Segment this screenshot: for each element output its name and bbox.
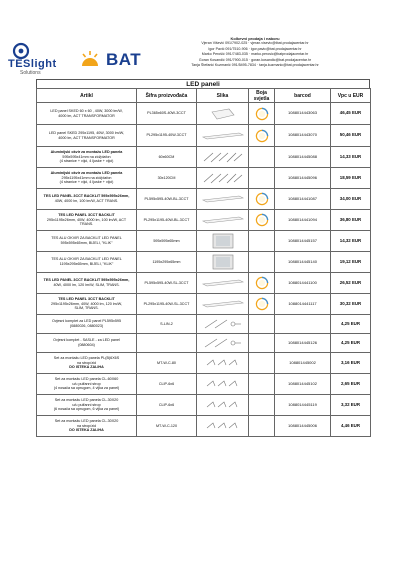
article-cell bbox=[37, 315, 137, 334]
product-frame-icon bbox=[198, 150, 247, 164]
header-vpc: Vpc u EUR bbox=[331, 89, 371, 103]
sku-cell: CLIP-6x6 bbox=[137, 374, 197, 395]
article-cell bbox=[37, 374, 137, 395]
price-cell: 4,46 EUR bbox=[331, 416, 371, 437]
article-line: 4000 lm, ACT TRANSFORMATOR bbox=[58, 135, 115, 140]
product-panel-icon bbox=[198, 107, 247, 121]
article-line: Ovjesni komplet - SASLE - za LED panel bbox=[53, 338, 120, 343]
contact-line[interactable]: Igor Pavić 091/7510-906 · igor.pavic@bat.prodajacentar.hr bbox=[208, 46, 302, 51]
price-cell: 50,46 EUR bbox=[331, 125, 371, 147]
barcode-cell: 1088014445102 bbox=[275, 374, 331, 395]
sku-cell: PL295x1195-40W-3CCT bbox=[137, 125, 197, 147]
article-line: 295x1195x41mm na zid/plafon bbox=[61, 175, 112, 180]
sku-cell: MT-W-C-80 bbox=[137, 353, 197, 374]
article-line: TES LED PANEL 3CCT BACKLIT bbox=[58, 213, 115, 218]
header-artikl: Artikl bbox=[37, 89, 137, 103]
barcode-cell: 1088014445157 bbox=[275, 231, 331, 252]
image-cell bbox=[197, 147, 249, 168]
header-barcod: barcod bbox=[275, 89, 331, 103]
sku-cell: 1195x295x65mm bbox=[137, 252, 197, 273]
article-line: 295x1195x26mm, 40W, 4000 lm, 120 lm/W, bbox=[50, 301, 123, 306]
sku-cell: PL595x595-40W-SL-3CCT bbox=[137, 273, 197, 294]
contact-line[interactable]: Goran Kosandić 091/7900-015 · goran.kosandic@bat.prodajacentar.hr bbox=[198, 57, 312, 62]
sku-cell: PL595x595-40W-BL-3CCT bbox=[137, 189, 197, 210]
light-color-cell bbox=[249, 189, 275, 210]
cct-color-icon bbox=[250, 213, 273, 227]
header-boja: Boja svjetla bbox=[249, 89, 275, 103]
table-row bbox=[37, 168, 371, 189]
article-line: na strop/zid bbox=[76, 360, 97, 365]
sku-cell: PL365x60S-40W-3CCT bbox=[137, 103, 197, 125]
image-cell bbox=[197, 168, 249, 189]
bat-name: BAT bbox=[106, 50, 142, 69]
product-clip-icon bbox=[198, 399, 247, 411]
article-line: TES ALU OKVIR ZA BACKLIT LED PANEL bbox=[51, 257, 122, 262]
section-title: LED paneli bbox=[36, 79, 370, 88]
table-header-row bbox=[37, 89, 371, 103]
article-line: (4 stranice + vijci, 4 ljuske + vijci) bbox=[59, 180, 114, 185]
product-long-icon bbox=[198, 131, 247, 141]
article-line: (6 nosača sa oprugom, 6 vijka za panel) bbox=[53, 407, 120, 412]
article-cell bbox=[37, 210, 137, 231]
sku-cell: PL295x1195-40W-BL-3CCT bbox=[137, 210, 197, 231]
barcode-cell: 1088014445088 bbox=[275, 147, 331, 168]
contact-line[interactable]: Marko Perošić 091/7483-035 · marko.perosic@batprodajacentar.hr bbox=[201, 52, 309, 57]
image-cell bbox=[197, 315, 249, 334]
light-color-cell bbox=[249, 395, 275, 416]
light-color-cell bbox=[249, 416, 275, 437]
sku-cell: 60x60CM bbox=[137, 147, 197, 168]
teslight-logo bbox=[8, 42, 74, 76]
header-slika: Slika bbox=[197, 89, 249, 103]
article-line: TES ALU OKVIR ZA BACKLIT LED PANEL bbox=[51, 236, 122, 241]
article-line: (0880604) bbox=[78, 343, 95, 347]
article-cell bbox=[37, 168, 137, 189]
light-color-cell bbox=[249, 374, 275, 395]
article-line: u/u pulfanni strop bbox=[72, 402, 101, 407]
contact-block bbox=[160, 36, 350, 68]
price-cell: 14,32 EUR bbox=[331, 231, 371, 252]
price-cell: 4,25 EUR bbox=[331, 315, 371, 334]
article-line: 40W, 4000 lm, 100 lm/W, ACT TRANS. bbox=[54, 199, 119, 203]
article-line: Aluminijski okvir za montažu LED panela bbox=[50, 150, 123, 155]
barcode-cell: 1088014445006 bbox=[275, 416, 331, 437]
barcode-cell: 1088014445096 bbox=[275, 168, 331, 189]
image-cell bbox=[197, 273, 249, 294]
price-cell: 3,32 EUR bbox=[331, 395, 371, 416]
product-frame-icon bbox=[198, 171, 247, 185]
table-row bbox=[37, 103, 371, 125]
article-line: TES LED PANEL 3CCT BACKLIT 595x595x26mm, bbox=[43, 278, 130, 283]
teslight-name: TESlight bbox=[8, 58, 57, 70]
header-sifra: Šifra proizvođača bbox=[137, 89, 197, 103]
price-cell: 14,33 EUR bbox=[331, 147, 371, 168]
table-row bbox=[37, 252, 371, 273]
product-long-icon bbox=[198, 278, 247, 288]
sku-cell: PL295x1195-40W-SL-3CCT bbox=[137, 294, 197, 315]
light-color-cell bbox=[249, 334, 275, 353]
sku-cell: MT-W-C-120 bbox=[137, 416, 197, 437]
table-row bbox=[37, 334, 371, 353]
barcode-cell: 108801445002 bbox=[275, 353, 331, 374]
table-row bbox=[37, 147, 371, 168]
table-row bbox=[37, 416, 371, 437]
article-line: TES LED PANEL 3CCT BACKLIT bbox=[58, 297, 115, 302]
table-row bbox=[37, 374, 371, 395]
article-cell bbox=[37, 252, 137, 273]
barcode-cell: 1088014445119 bbox=[275, 395, 331, 416]
light-color-cell bbox=[249, 315, 275, 334]
article-cell bbox=[37, 273, 137, 294]
light-color-cell bbox=[249, 231, 275, 252]
table-row bbox=[37, 294, 371, 315]
image-cell bbox=[197, 374, 249, 395]
image-cell bbox=[197, 294, 249, 315]
sku-cell: 595x595x65mm bbox=[137, 231, 197, 252]
light-color-cell bbox=[249, 168, 275, 189]
barcode-cell bbox=[275, 315, 331, 334]
article-line: 4000 lm, ACT TRANSFORMATOR bbox=[58, 113, 115, 118]
contact-line[interactable]: Vjeran Višević 091/7902-025 · vjeran.visevic@tbat.prodajacentar.hr bbox=[201, 41, 309, 46]
cct-color-icon bbox=[250, 276, 273, 290]
price-table bbox=[36, 88, 371, 437]
cct-color-icon bbox=[250, 107, 273, 121]
image-cell bbox=[197, 252, 249, 273]
article-line: Set za montažu LED panela CL-60X60 bbox=[54, 377, 119, 382]
light-color-cell bbox=[249, 273, 275, 294]
article-cell bbox=[37, 189, 137, 210]
cct-color-icon bbox=[250, 129, 273, 143]
barcode-cell: 1088014445126 bbox=[275, 334, 331, 353]
article-line: na strop/zid bbox=[76, 423, 97, 428]
image-cell bbox=[197, 210, 249, 231]
article-line: LED panel SKED 295x1195, 40W, 3000 lm/W, bbox=[48, 130, 125, 135]
bat-logo bbox=[80, 48, 148, 74]
table-body bbox=[37, 103, 371, 437]
image-cell bbox=[197, 125, 249, 147]
image-cell bbox=[197, 189, 249, 210]
article-line: 595x595x65mm, BIJELI, "KLIK" bbox=[60, 241, 113, 245]
article-line: Set za montažu LED panela CL-30X20 bbox=[54, 398, 119, 403]
image-cell bbox=[197, 334, 249, 353]
article-line: u/u pulfanni strop bbox=[72, 381, 101, 386]
sku-cell: 30x120CM bbox=[137, 168, 197, 189]
table-row bbox=[37, 189, 371, 210]
article-line: 595x595x41mm na zid/plafon bbox=[62, 154, 111, 159]
contact-title: Kolkevni prodaja i naboru bbox=[230, 36, 280, 41]
article-line: SLIM, TRANS. bbox=[74, 306, 99, 311]
article-line: DO ISTEKA ZALIHA bbox=[69, 365, 104, 370]
barcode-cell: 1088014445140 bbox=[275, 252, 331, 273]
product-clip-icon bbox=[198, 420, 247, 432]
cct-color-icon bbox=[250, 297, 273, 311]
barcode-cell: 1088014443063 bbox=[275, 103, 331, 125]
price-cell: 30,32 EUR bbox=[331, 294, 371, 315]
article-line: (4 nosača sa oprugom, 4 vijka za panel) bbox=[53, 386, 120, 391]
article-line: Set za montažu LED panela CL-30X20 bbox=[54, 419, 119, 424]
table-row bbox=[37, 125, 371, 147]
table-row bbox=[37, 273, 371, 294]
article-line: TRANS. bbox=[79, 222, 94, 227]
barcode-cell: 1088014441117 bbox=[275, 294, 331, 315]
barcode-cell: 1088014441100 bbox=[275, 273, 331, 294]
sku-cell: S-LIN-2 bbox=[137, 315, 197, 334]
sku-cell: CLIP-6x6 bbox=[137, 395, 197, 416]
article-line: TES LED PANEL 3CCT BACKLIT 595x595x26mm, bbox=[43, 194, 130, 199]
article-line: LED panel SKED 60 x 60 , 40W, 3000 lm/W, bbox=[50, 108, 123, 113]
article-cell bbox=[37, 416, 137, 437]
product-long-icon bbox=[198, 194, 247, 204]
light-color-cell bbox=[249, 252, 275, 273]
article-line: Aluminijski okvir za montažu LED panela bbox=[50, 171, 123, 176]
table-row bbox=[37, 210, 371, 231]
article-cell bbox=[37, 231, 137, 252]
product-long-icon bbox=[198, 299, 247, 309]
light-color-cell bbox=[249, 103, 275, 125]
article-line: 40W, 4000 lm, 120 lm/W, SLIM, TRANS. bbox=[53, 283, 120, 287]
light-color-cell bbox=[249, 210, 275, 231]
article-line: (0880026, 0880023) bbox=[69, 324, 104, 328]
article-line: 1195x295x65mm, BIJELI, "KLIK" bbox=[59, 262, 114, 266]
product-box-icon bbox=[198, 232, 247, 250]
table-row bbox=[37, 353, 371, 374]
price-cell: 3,16 EUR bbox=[331, 353, 371, 374]
article-line: Set za montažu LED panela PL(B)6X6S bbox=[53, 356, 120, 361]
price-cell: 36,80 EUR bbox=[331, 210, 371, 231]
light-color-cell bbox=[249, 353, 275, 374]
light-color-cell bbox=[249, 147, 275, 168]
article-cell bbox=[37, 294, 137, 315]
product-box-icon bbox=[198, 253, 247, 271]
image-cell bbox=[197, 395, 249, 416]
light-color-cell bbox=[249, 125, 275, 147]
product-wire-icon bbox=[198, 337, 247, 349]
contact-line[interactable]: Tanja Štefanić Kuzmanić 091/5495-7834 · tanja.kuzmanic@bat.prodajacentar.hr bbox=[191, 63, 319, 68]
price-cell: 2,65 EUR bbox=[331, 374, 371, 395]
product-long-icon bbox=[198, 215, 247, 225]
table-row bbox=[37, 315, 371, 334]
article-cell bbox=[37, 395, 137, 416]
article-cell bbox=[37, 334, 137, 353]
price-cell: 18,59 EUR bbox=[331, 168, 371, 189]
product-wire-icon bbox=[198, 318, 247, 330]
article-cell bbox=[37, 125, 137, 147]
table-row bbox=[37, 231, 371, 252]
barcode-cell: 1088014441087 bbox=[275, 189, 331, 210]
price-cell: 4,25 EUR bbox=[331, 334, 371, 353]
article-line: (4 stranice + vijci, 4 ljuske + vijci) bbox=[59, 159, 114, 164]
article-cell bbox=[37, 147, 137, 168]
barcode-cell: 1088014443070 bbox=[275, 125, 331, 147]
article-cell bbox=[37, 353, 137, 374]
image-cell bbox=[197, 416, 249, 437]
price-cell: 26,52 EUR bbox=[331, 273, 371, 294]
article-line: DO ISTEKA ZALIHA bbox=[69, 428, 104, 433]
sku-cell bbox=[137, 334, 197, 353]
sun-icon bbox=[80, 50, 100, 70]
image-cell bbox=[197, 103, 249, 125]
product-clip-icon bbox=[198, 378, 247, 390]
price-cell: 46,45 EUR bbox=[331, 103, 371, 125]
article-line: 295x1195x26mm, 40W, 4000 lm, 100 lm/W, ACT bbox=[46, 217, 127, 222]
image-cell bbox=[197, 231, 249, 252]
price-cell: 19,12 EUR bbox=[331, 252, 371, 273]
product-clip-icon bbox=[198, 357, 247, 369]
cct-color-icon bbox=[250, 192, 273, 206]
price-cell: 34,00 EUR bbox=[331, 189, 371, 210]
barcode-cell: 1088014441094 bbox=[275, 210, 331, 231]
teslight-tagline: Solutions bbox=[20, 70, 41, 76]
image-cell bbox=[197, 353, 249, 374]
article-line: Ovjesni komplet za LED panel PL595x595 bbox=[51, 319, 122, 324]
table-row bbox=[37, 395, 371, 416]
light-color-cell bbox=[249, 294, 275, 315]
article-cell bbox=[37, 103, 137, 125]
